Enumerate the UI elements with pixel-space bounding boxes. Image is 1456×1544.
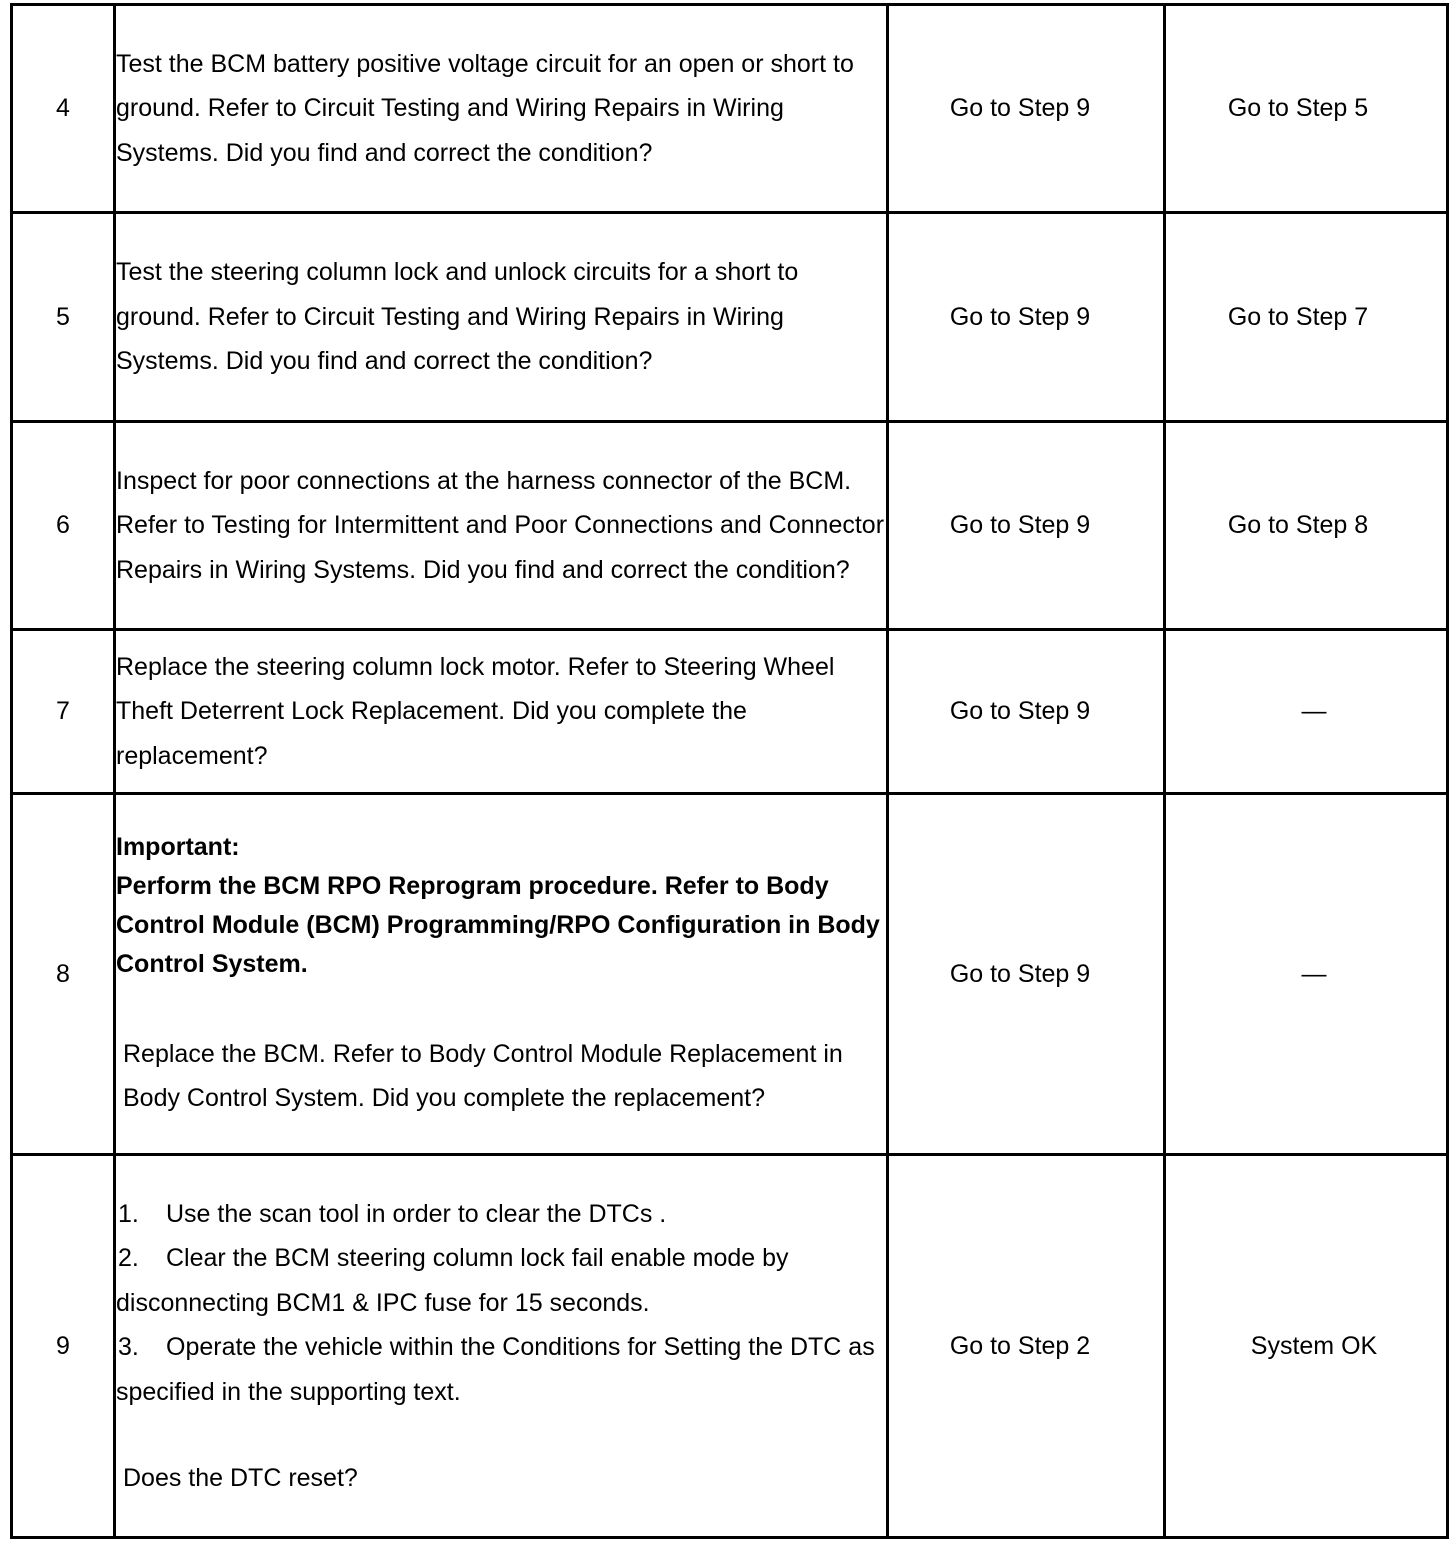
step-number: 4 [12, 5, 115, 213]
table-row [12, 1155, 1448, 1538]
step-number: 5 [12, 213, 115, 422]
step-number: 9 [12, 1155, 115, 1538]
step-number: 6 [12, 422, 115, 630]
no-cell [1165, 794, 1448, 1155]
yes-cell [888, 630, 1165, 794]
no-result-dash: — [1301, 697, 1327, 726]
action-cell [115, 5, 888, 213]
yes-result: Go to Step 9 [949, 511, 1091, 540]
action-text: Test the steering column lock and unlock circuits for a short to ground. Refer to Circuit Testing and Wiring Repairs in Wiring Systems. Did you find and correct the condition? [116, 258, 799, 376]
diagnostic-table [10, 3, 1449, 1539]
yes-cell [888, 794, 1165, 1155]
no-result: System OK [1250, 1331, 1378, 1360]
yes-cell [888, 422, 1165, 630]
important-note [116, 828, 886, 984]
yes-result: Go to Step 9 [949, 94, 1091, 123]
action-text: Replace the BCM. Refer to Body Control Module Replacement in Body Control System. Did you complete the replacement? [123, 1039, 843, 1112]
table-row [12, 5, 1448, 213]
step-number: 7 [12, 630, 115, 794]
step-number: 8 [12, 794, 115, 1155]
action-text: Replace the steering column lock motor. Refer to Steering Wheel Theft Deterrent Lock Replacement. Did you complete the replacement? [116, 652, 835, 770]
yes-cell [888, 213, 1165, 422]
no-cell [1165, 630, 1448, 794]
table-row [12, 213, 1448, 422]
yes-result: Go to Step 2 [949, 1331, 1091, 1360]
list-item: 3. Operate the vehicle within the Conditions for Setting the DTC as specified in the supporting text. [116, 1333, 875, 1406]
table-row [12, 794, 1448, 1155]
action-text: Inspect for poor connections at the harness connector of the BCM. Refer to Testing for Intermittent and Poor Connections and Connector Repairs in Wiring Systems. Did you find and correct the condition? [116, 466, 885, 584]
action-cell [115, 794, 888, 1155]
no-cell [1165, 213, 1448, 422]
yes-cell [888, 5, 1165, 213]
table-row [12, 630, 1448, 794]
action-cell [115, 422, 888, 630]
no-cell [1165, 5, 1448, 213]
no-result: Go to Step 5 [1227, 94, 1369, 123]
list-item: 2. Clear the BCM steering column lock fail enable mode by disconnecting BCM1 & IPC fuse for 15 seconds. [116, 1244, 789, 1317]
no-result-dash: — [1301, 959, 1327, 988]
action-cell [115, 213, 888, 422]
important-label: Important: [116, 832, 240, 861]
table-row [12, 422, 1448, 630]
no-result: Go to Step 8 [1227, 511, 1369, 540]
action-cell [115, 1155, 888, 1538]
yes-result: Go to Step 9 [949, 697, 1091, 726]
no-cell [1165, 422, 1448, 630]
no-result: Go to Step 7 [1227, 302, 1369, 331]
no-cell [1165, 1155, 1448, 1538]
yes-result: Go to Step 9 [949, 959, 1091, 988]
yes-result: Go to Step 9 [949, 302, 1091, 331]
question-text: Does the DTC reset? [123, 1464, 358, 1492]
action-cell [115, 630, 888, 794]
action-text: Test the BCM battery positive voltage circuit for an open or short to ground. Refer to Circuit Testing and Wiring Repairs in Wiring Systems. Did you find and correct the condition? [116, 49, 854, 167]
important-text: Perform the BCM RPO Reprogram procedure. Refer to Body Control Module (BCM) Programming/RPO Configuration in Body Control System. [116, 871, 880, 978]
yes-cell [888, 1155, 1165, 1538]
list-item: 1. Use the scan tool in order to clear the DTCs . [118, 1199, 667, 1228]
